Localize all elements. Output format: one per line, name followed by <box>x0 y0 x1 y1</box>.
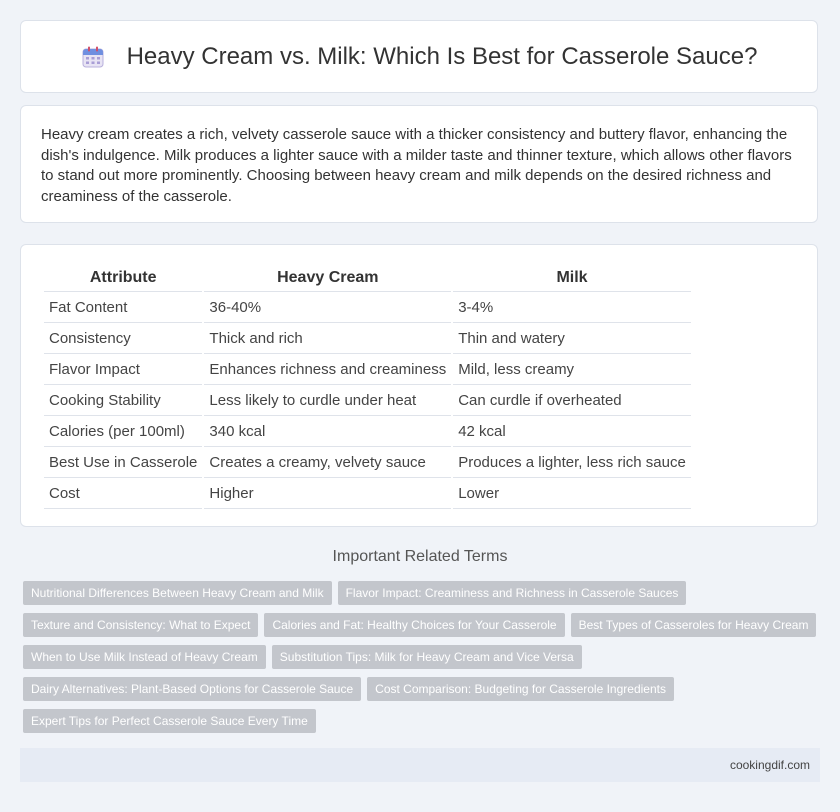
related-term-tag[interactable]: Calories and Fat: Healthy Choices for Your Casserole <box>264 613 564 637</box>
table-header-row <box>44 265 691 292</box>
table-row <box>44 385 691 416</box>
column-header: Attribute <box>44 265 202 292</box>
column-header: Milk <box>453 265 691 292</box>
comparison-table <box>42 265 693 509</box>
table-cell: Cooking Stability <box>44 385 202 416</box>
table-cell: Best Use in Casserole <box>44 447 202 478</box>
table-cell: 340 kcal <box>204 416 451 447</box>
related-term-tag[interactable]: Dairy Alternatives: Plant-Based Options for Casserole Sauce <box>23 677 361 701</box>
table-cell: Mild, less creamy <box>453 354 691 385</box>
table-cell: Enhances richness and creaminess <box>204 354 451 385</box>
table-cell: Consistency <box>44 323 202 354</box>
table-row <box>44 447 691 478</box>
footer-source <box>20 748 820 782</box>
related-term-tag[interactable]: Expert Tips for Perfect Casserole Sauce Every Time <box>23 709 316 733</box>
table-cell: 36-40% <box>204 292 451 323</box>
title-card <box>20 20 818 93</box>
related-terms-heading: Important Related Terms <box>332 548 508 565</box>
related-terms-list <box>23 581 823 741</box>
table-cell: Thin and watery <box>453 323 691 354</box>
table-cell: Creates a creamy, velvety sauce <box>204 447 451 478</box>
column-header: Heavy Cream <box>204 265 451 292</box>
table-cell: Calories (per 100ml) <box>44 416 202 447</box>
table-cell: Less likely to curdle under heat <box>204 385 451 416</box>
related-term-tag[interactable]: Substitution Tips: Milk for Heavy Cream and Vice Versa <box>272 645 582 669</box>
table-cell: Fat Content <box>44 292 202 323</box>
intro-text: Heavy cream creates a rich, velvety casserole sauce with a thicker consistency and buttery flavor, enhancing the dish's indulgence. Milk produces a lighter sauce with a milder taste and thinner texture, which allows other flavors to stand out more prominently. Choosing between heavy cream and milk depends on the desired richness and creaminess of the casserole. <box>41 126 792 205</box>
calendar-icon <box>81 45 105 69</box>
table-row <box>44 323 691 354</box>
table-cell: Cost <box>44 478 202 509</box>
table-cell: Lower <box>453 478 691 509</box>
related-term-tag[interactable]: When to Use Milk Instead of Heavy Cream <box>23 645 266 669</box>
related-term-tag[interactable]: Texture and Consistency: What to Expect <box>23 613 258 637</box>
table-cell: Thick and rich <box>204 323 451 354</box>
page-title: Heavy Cream vs. Milk: Which Is Best for Casserole Sauce? <box>126 42 758 70</box>
table-cell: Produces a lighter, less rich sauce <box>453 447 691 478</box>
footer-link[interactable]: cookingdif.com <box>729 758 810 772</box>
table-cell: 3-4% <box>453 292 691 323</box>
table-row <box>44 478 691 509</box>
related-term-tag[interactable]: Nutritional Differences Between Heavy Cream and Milk <box>23 581 332 605</box>
table-cell: Higher <box>204 478 451 509</box>
related-term-tag[interactable]: Flavor Impact: Creaminess and Richness in Casserole Sauces <box>338 581 687 605</box>
table-row <box>44 292 691 323</box>
table-cell: Flavor Impact <box>44 354 202 385</box>
intro-card <box>20 105 818 223</box>
table-row <box>44 416 691 447</box>
comparison-card <box>20 244 818 527</box>
table-row <box>44 354 691 385</box>
related-term-tag[interactable]: Best Types of Casseroles for Heavy Cream <box>571 613 817 637</box>
table-cell: 42 kcal <box>453 416 691 447</box>
table-cell: Can curdle if overheated <box>453 385 691 416</box>
related-term-tag[interactable]: Cost Comparison: Budgeting for Casserole Ingredients <box>367 677 674 701</box>
